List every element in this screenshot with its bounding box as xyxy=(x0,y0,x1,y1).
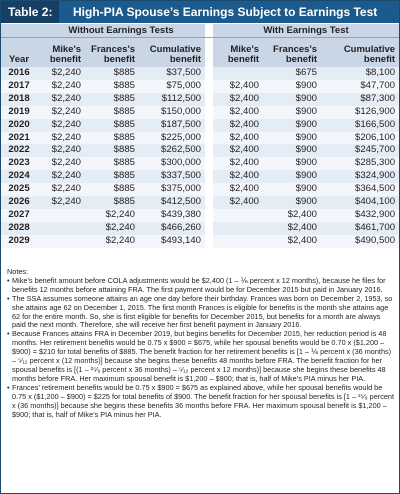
notes-list xyxy=(7,277,395,420)
cumulative-benefit-cell: $490,500 xyxy=(321,235,399,248)
frances-benefit-cell: $885 xyxy=(85,170,139,183)
col-header-mike-benefit: Mike's benefit xyxy=(37,38,85,68)
mike-benefit-cell: $2,240 xyxy=(37,119,85,132)
year-cell: 2029 xyxy=(1,235,37,248)
cumulative-benefit-cell: $412,500 xyxy=(139,196,205,209)
mike-benefit-cell: $2,240 xyxy=(37,93,85,106)
cumulative-benefit-cell: $225,000 xyxy=(139,132,205,145)
mike-benefit-cell: $2,240 xyxy=(37,67,85,80)
mike-benefit-cell xyxy=(37,209,85,222)
benefits-table xyxy=(1,24,399,248)
mike-benefit-cell: $2,240 xyxy=(37,183,85,196)
mike-benefit-cell: $2,240 xyxy=(37,132,85,145)
year-cell: 2024 xyxy=(1,170,37,183)
mike-benefit-cell: $2,400 xyxy=(213,157,263,170)
table-number-label: Table 2: xyxy=(1,1,59,23)
year-cell: 2016 xyxy=(1,67,37,80)
year-cell: 2021 xyxy=(1,132,37,145)
table-row xyxy=(1,183,399,196)
cumulative-benefit-cell: $87,300 xyxy=(321,93,399,106)
year-cell: 2027 xyxy=(1,209,37,222)
note-item: • Because Frances attains FRA in December 2019, but begins benefits for December 2015, her reduction period is 48 months. Her retirement benefits would be 0.75 x $900 = $675, while her spousal benefits would be 0.70 x ($1,200 – $900) = $210 for total benefits of $885. The benefit fraction for her retirement benefits is [1 – ⅙ percent x (36 months) – ⁵⁄₁₂ percent x (12 months)] because she begins these benefits 48 months before FRA. The benefit fraction for her spousal benefits is [(1 – ²⁵⁄₉ percent x 36 months) – ⁵⁄₁₂ percent x 12 months)] because she begins these benefits 48 months before FRA. Her maximum spousal benefit is $1,200 – $900; that is, half of Mike’s PIA minus her PIA. xyxy=(7,330,395,383)
frances-benefit-cell: $2,240 xyxy=(85,222,139,235)
cumulative-benefit-cell: $439,380 xyxy=(139,209,205,222)
mike-benefit-cell xyxy=(213,235,263,248)
year-cell: 2026 xyxy=(1,196,37,209)
frances-benefit-cell: $675 xyxy=(263,67,321,80)
table-body xyxy=(1,67,399,248)
group-header-with: With Earnings Test xyxy=(213,24,399,38)
mike-benefit-cell: $2,400 xyxy=(213,106,263,119)
cumulative-benefit-cell: $150,000 xyxy=(139,106,205,119)
year-cell: 2019 xyxy=(1,106,37,119)
frances-benefit-cell: $885 xyxy=(85,132,139,145)
cumulative-benefit-cell: $493,140 xyxy=(139,235,205,248)
cumulative-benefit-cell: $8,100 xyxy=(321,67,399,80)
table-row xyxy=(1,93,399,106)
table-row xyxy=(1,222,399,235)
cumulative-benefit-cell: $466,260 xyxy=(139,222,205,235)
table-row xyxy=(1,235,399,248)
note-item: • Mike’s benefit amount before COLA adjustments would be $2,400 (1 – ⅙ percent x 12 months), because he files for benefits 12 months before attaining FRA. The first payment would be for December 2015 but paid in January 2016. xyxy=(7,277,395,295)
cumulative-benefit-cell: $112,500 xyxy=(139,93,205,106)
table-row xyxy=(1,132,399,145)
col-header-cumulative-benefit: Cumulative benefit xyxy=(139,38,205,68)
cumulative-benefit-cell: $285,300 xyxy=(321,157,399,170)
mike-benefit-cell: $2,240 xyxy=(37,80,85,93)
mike-benefit-cell: $2,400 xyxy=(213,80,263,93)
table-row xyxy=(1,144,399,157)
mike-benefit-cell: $2,240 xyxy=(37,106,85,119)
frances-benefit-cell: $900 xyxy=(263,157,321,170)
mike-benefit-cell: $2,240 xyxy=(37,157,85,170)
table-row xyxy=(1,119,399,132)
frances-benefit-cell: $885 xyxy=(85,67,139,80)
cumulative-benefit-cell: $47,700 xyxy=(321,80,399,93)
frances-benefit-cell: $885 xyxy=(85,106,139,119)
note-item: • The SSA assumes someone attains an age one day before their birthday. Frances was born on December 2, 1953, so she attains age 62 on December 1, 2015. The first month Frances is eligible for benefits is the month she attains age 62 for the entire month. So, she is first eligible for benefits for December 2015, but benefits for a month are always paid the next month. Therefore, she will receive her first benefit payment in January 2016. xyxy=(7,295,395,331)
mike-benefit-cell: $2,400 xyxy=(213,93,263,106)
year-cell: 2023 xyxy=(1,157,37,170)
frances-benefit-cell: $900 xyxy=(263,93,321,106)
year-cell: 2028 xyxy=(1,222,37,235)
cumulative-benefit-cell: $337,500 xyxy=(139,170,205,183)
mike-benefit-cell xyxy=(37,222,85,235)
table-row xyxy=(1,209,399,222)
mike-benefit-cell: $2,400 xyxy=(213,132,263,145)
frances-benefit-cell: $900 xyxy=(263,119,321,132)
frances-benefit-cell: $885 xyxy=(85,144,139,157)
table-row xyxy=(1,196,399,209)
table-title-bar xyxy=(1,1,399,23)
cumulative-benefit-cell: $262,500 xyxy=(139,144,205,157)
frances-benefit-cell: $2,240 xyxy=(85,209,139,222)
cumulative-benefit-cell: $206,100 xyxy=(321,132,399,145)
frances-benefit-cell: $900 xyxy=(263,196,321,209)
year-cell: 2017 xyxy=(1,80,37,93)
notes-heading: Notes: xyxy=(7,267,29,276)
cumulative-benefit-cell: $245,700 xyxy=(321,144,399,157)
mike-benefit-cell: $2,400 xyxy=(213,170,263,183)
table-row xyxy=(1,157,399,170)
table-notes xyxy=(7,268,395,419)
frances-benefit-cell: $885 xyxy=(85,80,139,93)
table-title: High-PIA Spouse’s Earnings Subject to Earnings Test xyxy=(73,5,378,19)
year-cell: 2022 xyxy=(1,144,37,157)
frances-benefit-cell: $900 xyxy=(263,170,321,183)
col-header-year: Year xyxy=(1,38,37,68)
note-item: • Frances’ retirement benefits would be 0.75 x $900 = $675 as explained above, while her spousal benefits would be 0.75 x ($1,200 – $900) = $225 for total benefits of $900. The benefit fraction for her spousal benefits is [1 – ²⁵⁄₉ percent x (36 months)] because she begins these benefits 36 months before FRA. Her maximum spousal benefit is $1,200 – $900; that is, half of Mike’s PIA minus her PIA. xyxy=(7,384,395,420)
frances-benefit-cell: $900 xyxy=(263,132,321,145)
frances-benefit-cell: $900 xyxy=(263,106,321,119)
frances-benefit-cell: $885 xyxy=(85,196,139,209)
frances-benefit-cell: $900 xyxy=(263,183,321,196)
mike-benefit-cell: $2,240 xyxy=(37,170,85,183)
group-header-without: Without Earnings Tests xyxy=(37,24,205,38)
table-row xyxy=(1,170,399,183)
frances-benefit-cell: $2,400 xyxy=(263,235,321,248)
mike-benefit-cell xyxy=(213,67,263,80)
frances-benefit-cell: $885 xyxy=(85,93,139,106)
col-header-mike-benefit: Mike's benefit xyxy=(213,38,263,68)
col-header-frances-benefit: Frances's benefit xyxy=(85,38,139,68)
frances-benefit-cell: $900 xyxy=(263,144,321,157)
cumulative-benefit-cell: $404,100 xyxy=(321,196,399,209)
cumulative-benefit-cell: $364,500 xyxy=(321,183,399,196)
col-header-cumulative-benefit: Cumulative benefit xyxy=(321,38,399,68)
frances-benefit-cell: $885 xyxy=(85,119,139,132)
cumulative-benefit-cell: $75,000 xyxy=(139,80,205,93)
cumulative-benefit-cell: $375,000 xyxy=(139,183,205,196)
cumulative-benefit-cell: $300,000 xyxy=(139,157,205,170)
mike-benefit-cell xyxy=(213,222,263,235)
mike-benefit-cell: $2,400 xyxy=(213,196,263,209)
mike-benefit-cell xyxy=(37,235,85,248)
col-header-frances-benefit: Frances's benefit xyxy=(263,38,321,68)
mike-benefit-cell: $2,400 xyxy=(213,144,263,157)
frances-benefit-cell: $2,240 xyxy=(85,235,139,248)
table-row xyxy=(1,106,399,119)
mike-benefit-cell: $2,240 xyxy=(37,144,85,157)
cumulative-benefit-cell: $166,500 xyxy=(321,119,399,132)
cumulative-benefit-cell: $187,500 xyxy=(139,119,205,132)
frances-benefit-cell: $885 xyxy=(85,183,139,196)
cumulative-benefit-cell: $126,900 xyxy=(321,106,399,119)
cumulative-benefit-cell: $324,900 xyxy=(321,170,399,183)
frances-benefit-cell: $2,400 xyxy=(263,209,321,222)
mike-benefit-cell xyxy=(213,209,263,222)
table-row xyxy=(1,80,399,93)
frances-benefit-cell: $885 xyxy=(85,157,139,170)
mike-benefit-cell: $2,400 xyxy=(213,183,263,196)
table-row xyxy=(1,67,399,80)
cumulative-benefit-cell: $37,500 xyxy=(139,67,205,80)
mike-benefit-cell: $2,400 xyxy=(213,119,263,132)
year-cell: 2020 xyxy=(1,119,37,132)
cumulative-benefit-cell: $461,700 xyxy=(321,222,399,235)
cumulative-benefit-cell: $432,900 xyxy=(321,209,399,222)
frances-benefit-cell: $900 xyxy=(263,80,321,93)
year-cell: 2018 xyxy=(1,93,37,106)
frances-benefit-cell: $2,400 xyxy=(263,222,321,235)
mike-benefit-cell: $2,240 xyxy=(37,196,85,209)
year-cell: 2025 xyxy=(1,183,37,196)
